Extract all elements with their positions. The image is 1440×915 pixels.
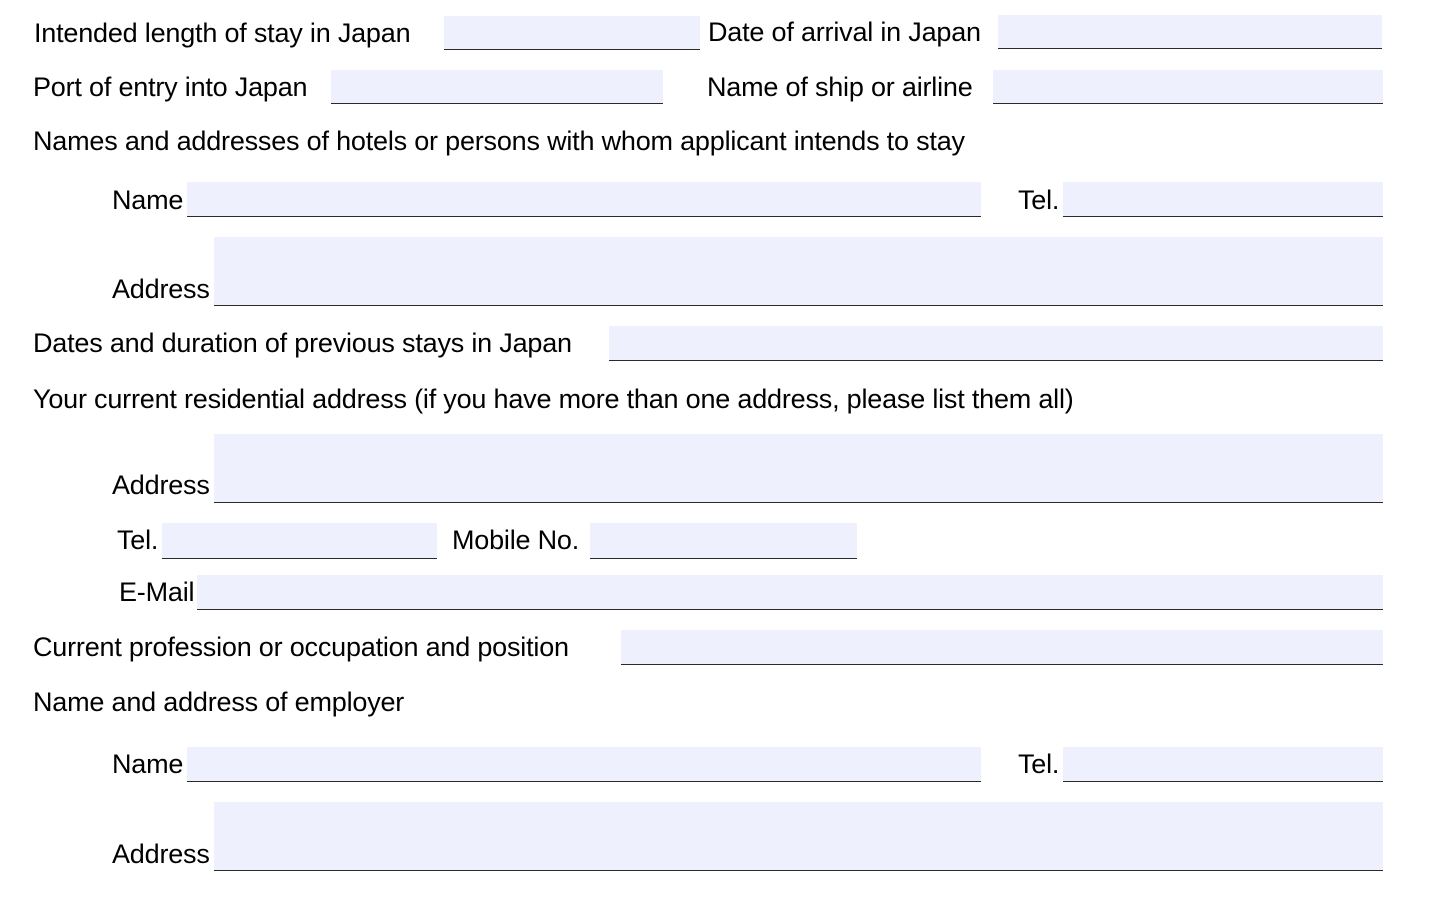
profession-label: Current profession or occupation and position (33, 632, 569, 662)
email-field[interactable] (197, 575, 1383, 610)
previous-stays-label: Dates and duration of previous stays in Japan (33, 328, 572, 358)
hotel-address-field[interactable] (214, 237, 1383, 306)
previous-stays-field[interactable] (609, 326, 1383, 361)
employer-address-label: Address (112, 839, 210, 869)
length-of-stay-label: Intended length of stay in Japan (34, 18, 411, 48)
hotel-address-label: Address (112, 274, 210, 304)
employer-tel-field[interactable] (1063, 747, 1383, 782)
employer-tel-label: Tel. (1018, 749, 1060, 779)
employer-heading: Name and address of employer (33, 687, 405, 717)
mobile-field[interactable] (590, 523, 857, 559)
profession-field[interactable] (621, 630, 1383, 665)
residential-heading: Your current residential address (if you have more than one address, please list them all) (33, 384, 1074, 414)
mobile-label: Mobile No. (452, 525, 580, 555)
hotel-tel-label: Tel. (1018, 185, 1060, 215)
ship-airline-label: Name of ship or airline (707, 72, 973, 102)
length-of-stay-field[interactable] (444, 16, 700, 50)
email-label: E-Mail (119, 577, 195, 607)
employer-name-field[interactable] (187, 747, 981, 782)
hotel-name-field[interactable] (187, 182, 981, 217)
hotel-name-label: Name (112, 185, 184, 215)
port-of-entry-field[interactable] (331, 70, 663, 104)
residential-address-label: Address (112, 470, 210, 500)
ship-airline-field[interactable] (993, 70, 1383, 104)
residential-tel-label: Tel. (117, 525, 159, 555)
hotel-tel-field[interactable] (1063, 182, 1383, 217)
residential-tel-field[interactable] (162, 523, 437, 559)
employer-name-label: Name (112, 749, 184, 779)
arrival-date-field[interactable] (998, 15, 1382, 49)
residential-address-field[interactable] (214, 434, 1383, 503)
employer-address-field[interactable] (214, 802, 1383, 871)
port-of-entry-label: Port of entry into Japan (33, 72, 308, 102)
hotels-heading: Names and addresses of hotels or persons with whom applicant intends to stay (33, 126, 965, 156)
arrival-date-label: Date of arrival in Japan (708, 17, 981, 47)
